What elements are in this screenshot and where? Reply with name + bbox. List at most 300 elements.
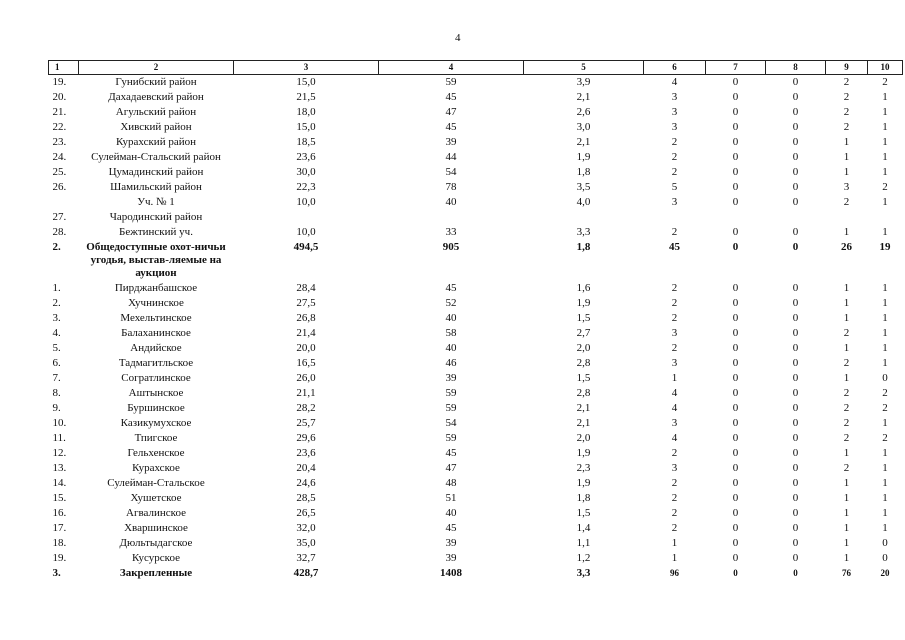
col4-cell: 45 [445,121,457,133]
col3-cell: 28,4 [296,282,316,294]
col6-cell: 4 [671,432,678,444]
table-row [49,210,903,225]
col7-cell: 0 [732,196,739,208]
row-name: Дахадаевский район [108,91,204,103]
col9-cell: 1 [843,372,850,384]
row-name: Бежтинский уч. [119,226,193,238]
col5-cell: 3,5 [576,181,591,193]
col9-cell: 1 [843,537,850,549]
col4-cell: 48 [445,477,457,489]
table-row [49,281,903,296]
row-name: Тадмагитльское [118,357,194,369]
row-number: 21. [52,106,67,118]
col6-cell: 3 [671,357,678,369]
col4-cell: 905 [442,241,460,253]
row-number: 27. [52,211,67,223]
header-cell: 10 [868,61,903,75]
table-row [49,416,903,431]
table-row [49,165,903,180]
col8-cell: 0 [792,241,799,253]
row-name: Сулейман-Стальское [107,477,205,489]
col6-cell: 2 [671,342,678,354]
col6-cell: 96 [670,568,679,578]
col10-cell: 1 [882,507,888,519]
col7-cell: 0 [732,492,739,504]
table-row [49,491,903,506]
col5-cell [524,210,644,225]
col5-cell: 3,3 [576,567,591,579]
col3-cell: 28,5 [296,492,316,504]
table-row [49,566,903,581]
table-row [49,105,903,120]
col10-cell: 1 [882,522,888,534]
table-header-row [49,61,903,75]
col10-cell: 2 [882,76,888,88]
col3-cell: 28,2 [296,402,316,414]
col7-cell: 0 [732,372,739,384]
col4-cell: 40 [445,507,457,519]
table-row [49,311,903,326]
col10-cell: 2 [882,402,888,414]
header-cell: 7 [706,61,766,75]
col7-cell: 0 [732,76,739,88]
col5-cell: 1,9 [576,477,591,489]
col3-cell: 26,5 [296,507,316,519]
row-number: 16. [52,507,67,519]
table-row [49,461,903,476]
col6-cell: 3 [671,462,678,474]
row-name: Общедоступные охот-ничьи угодья, выстав-ляемые на аукцион [86,241,226,279]
row-name: Гунибский район [115,76,197,88]
col8-cell: 0 [792,447,799,459]
row-name: Цумадинский район [108,166,204,178]
col3-cell: 20,0 [296,342,316,354]
col10-cell: 1 [882,91,888,103]
col3-cell: 27,5 [296,297,316,309]
col4-cell: 45 [445,522,457,534]
col7-cell: 0 [732,106,739,118]
col9-cell: 2 [843,327,850,339]
row-number: 11. [52,432,66,444]
col5-cell: 1,5 [576,507,591,519]
col4-cell: 1408 [440,567,462,579]
table-row [49,75,903,91]
col5-cell: 1,6 [576,282,591,294]
col3-cell: 18,5 [296,136,316,148]
col5-cell: 1,8 [576,241,591,253]
row-name: Казикумухское [120,417,192,429]
col10-cell: 2 [882,432,888,444]
row-number: 26. [52,181,67,193]
header-cell: 5 [524,61,644,75]
table-row [49,341,903,356]
row-number: 1. [52,282,61,294]
col3-cell: 428,7 [293,567,319,579]
col4-cell [379,210,524,225]
col7-cell: 0 [732,462,739,474]
col8-cell: 0 [792,166,799,178]
col10-cell: 1 [882,447,888,459]
table-row [49,356,903,371]
col8-cell: 0 [792,522,799,534]
col6-cell: 1 [671,537,678,549]
table-row [49,240,903,281]
col8-cell: 0 [792,282,799,294]
col6-cell: 3 [671,417,678,429]
table-row [49,476,903,491]
col5-cell: 3,0 [576,121,591,133]
col9-cell: 3 [843,181,850,193]
col3-cell: 23,6 [296,151,316,163]
col3-cell: 20,4 [296,462,316,474]
col9-cell: 2 [843,357,850,369]
col4-cell: 33 [445,226,457,238]
col7-cell: 0 [732,522,739,534]
row-number: 19. [52,552,67,564]
col10-cell: 19 [879,241,891,253]
col9-cell: 2 [843,196,850,208]
col9-cell: 2 [843,387,850,399]
col8-cell: 0 [792,91,799,103]
row-number: 10. [52,417,67,429]
col3-cell: 29,6 [296,432,316,444]
row-name: Шамильский район [110,181,202,193]
col6-cell: 4 [671,387,678,399]
col8-cell: 0 [792,387,799,399]
row-number: 5. [52,342,61,354]
row-name: Буршинское [127,402,185,414]
col10-cell: 1 [882,196,888,208]
table-row [49,180,903,195]
row-number: 12. [52,447,67,459]
col5-cell: 1,2 [576,552,591,564]
row-name: Тпигское [134,432,178,444]
col5-cell: 1,5 [576,372,591,384]
col7-cell: 0 [732,297,739,309]
col9-cell: 1 [843,477,850,489]
col8-cell: 0 [792,226,799,238]
col7-cell: 0 [732,432,739,444]
col7-cell: 0 [732,151,739,163]
row-number: 13. [52,462,67,474]
col9-cell: 1 [843,522,850,534]
col7-cell: 0 [732,417,739,429]
col5-cell: 1,1 [576,537,591,549]
table-row [49,195,903,210]
col8-cell: 0 [792,537,799,549]
col7-cell: 0 [732,121,739,133]
row-name: Хивский район [120,121,192,133]
col10-cell: 2 [882,387,888,399]
col7-cell: 0 [732,181,739,193]
row-name: Сулейман-Стальский район [91,151,221,163]
col6-cell: 4 [671,402,678,414]
col4-cell: 78 [445,181,457,193]
col5-cell: 4,0 [576,196,591,208]
col4-cell: 47 [445,462,457,474]
col10-cell: 1 [882,136,888,148]
col6-cell: 2 [671,166,678,178]
col6-cell: 2 [671,297,678,309]
col3-cell: 24,6 [296,477,316,489]
col9-cell: 2 [843,462,850,474]
col8-cell: 0 [792,76,799,88]
col9-cell: 2 [843,417,850,429]
row-name: Кусурское [132,552,180,564]
row-name: Пирджанбашское [114,282,198,294]
col10-cell [868,210,903,225]
col6-cell: 1 [671,372,678,384]
col7-cell: 0 [732,166,739,178]
col9-cell: 2 [843,106,850,118]
row-name: Андийское [130,342,182,354]
col9-cell: 1 [843,552,850,564]
col7-cell: 0 [733,568,738,578]
col6-cell: 4 [671,76,678,88]
header-cell: 8 [766,61,826,75]
table-row [49,90,903,105]
col6-cell: 2 [671,492,678,504]
col8-cell: 0 [792,151,799,163]
col8-cell: 0 [792,402,799,414]
col4-cell: 59 [445,432,457,444]
row-number: 22. [52,121,67,133]
col3-cell: 10,0 [296,226,316,238]
col8-cell: 0 [792,552,799,564]
table-row [49,551,903,566]
header-cell: 1 [49,61,79,75]
col5-cell: 2,1 [576,136,591,148]
table-row [49,506,903,521]
col3-cell: 35,0 [296,537,316,549]
col4-cell: 59 [445,387,457,399]
col3-cell: 16,5 [296,357,316,369]
col10-cell: 1 [882,492,888,504]
row-number: 4. [52,327,61,339]
col4-cell: 54 [445,166,457,178]
col8-cell [766,210,826,225]
col4-cell: 40 [445,342,457,354]
col3-cell: 25,7 [296,417,316,429]
col5-cell: 2,8 [576,387,591,399]
col5-cell: 2,0 [576,342,591,354]
col10-cell: 1 [882,357,888,369]
row-number: 20. [52,91,67,103]
col5-cell: 1,9 [576,447,591,459]
col7-cell: 0 [732,477,739,489]
row-number: 3. [52,312,61,324]
table-row [49,296,903,311]
col5-cell: 2,7 [576,327,591,339]
row-number [49,195,79,210]
col5-cell: 2,1 [576,417,591,429]
col9-cell: 1 [843,282,850,294]
row-number: 15. [52,492,67,504]
col4-cell: 59 [445,76,457,88]
col3-cell: 15,0 [296,76,316,88]
row-number: 18. [52,537,67,549]
col3-cell: 10,0 [296,196,316,208]
row-number: 17. [52,522,67,534]
col3-cell [234,210,379,225]
col7-cell: 0 [732,447,739,459]
col4-cell: 45 [445,91,457,103]
col3-cell: 23,6 [296,447,316,459]
col6-cell: 3 [671,327,678,339]
col7-cell: 0 [732,241,739,253]
col8-cell: 0 [792,342,799,354]
header-cell: 4 [379,61,524,75]
col4-cell: 45 [445,447,457,459]
row-name: Хваршинское [124,522,188,534]
col10-cell: 2 [882,181,888,193]
col10-cell: 1 [882,106,888,118]
col5-cell: 2,8 [576,357,591,369]
col10-cell: 0 [882,552,888,564]
col10-cell: 1 [882,226,888,238]
row-number: 25. [52,166,67,178]
col4-cell: 54 [445,417,457,429]
col3-cell: 494,5 [293,241,319,253]
col5-cell: 1,9 [576,151,591,163]
col9-cell: 76 [842,568,851,578]
col8-cell: 0 [792,196,799,208]
row-number: 24. [52,151,67,163]
table-row [49,326,903,341]
col6-cell: 2 [671,151,678,163]
table-row [49,536,903,551]
col6-cell: 2 [671,447,678,459]
col9-cell: 1 [843,342,850,354]
col8-cell: 0 [792,121,799,133]
row-name: Аштынское [128,387,184,399]
table-row [49,431,903,446]
row-name: Уч. № 1 [137,196,175,208]
table-row [49,135,903,150]
col10-cell: 1 [882,297,888,309]
col7-cell: 0 [732,357,739,369]
col5-cell: 3,3 [576,226,591,238]
col3-cell: 22,3 [296,181,316,193]
table-row [49,225,903,240]
col4-cell: 39 [445,537,457,549]
col6-cell: 2 [671,136,678,148]
col4-cell: 52 [445,297,457,309]
col9-cell: 2 [843,121,850,133]
col5-cell: 1,9 [576,297,591,309]
col7-cell [706,210,766,225]
row-number: 28. [52,226,67,238]
col6-cell: 3 [671,91,678,103]
table-body [49,75,903,582]
col5-cell: 1,8 [576,492,591,504]
row-name: Курахский район [116,136,196,148]
col5-cell: 2,1 [576,91,591,103]
col9-cell [826,210,868,225]
col3-cell: 32,7 [296,552,316,564]
col7-cell: 0 [732,507,739,519]
col8-cell: 0 [792,492,799,504]
col3-cell: 30,0 [296,166,316,178]
header-cell: 3 [234,61,379,75]
header-cell: 9 [826,61,868,75]
col9-cell: 2 [843,402,850,414]
col6-cell: 2 [671,507,678,519]
col7-cell: 0 [732,136,739,148]
col6-cell: 2 [671,226,678,238]
col10-cell: 1 [882,342,888,354]
col9-cell: 2 [843,76,850,88]
col8-cell: 0 [792,106,799,118]
col6-cell: 3 [671,106,678,118]
col8-cell: 0 [792,417,799,429]
col4-cell: 46 [445,357,457,369]
row-number: 23. [52,136,67,148]
col7-cell: 0 [732,402,739,414]
col6-cell: 2 [671,312,678,324]
col5-cell: 1,4 [576,522,591,534]
col6-cell: 5 [671,181,678,193]
col9-cell: 1 [843,166,850,178]
col5-cell: 2,1 [576,402,591,414]
col7-cell: 0 [732,342,739,354]
col4-cell: 39 [445,372,457,384]
col6-cell: 2 [671,522,678,534]
page-number: 4 [455,32,461,44]
row-name: Курахское [132,462,180,474]
col8-cell: 0 [792,357,799,369]
col5-cell: 3,9 [576,76,591,88]
col9-cell: 1 [843,447,850,459]
col5-cell: 2,3 [576,462,591,474]
col9-cell: 1 [843,136,850,148]
table-row [49,401,903,416]
col9-cell: 1 [843,492,850,504]
col3-cell: 21,5 [296,91,316,103]
col3-cell: 18,0 [296,106,316,118]
row-number: 8. [52,387,61,399]
col5-cell: 1,8 [576,166,591,178]
col7-cell: 0 [732,312,739,324]
col7-cell: 0 [732,552,739,564]
col9-cell: 1 [843,297,850,309]
col6-cell: 1 [671,552,678,564]
col10-cell: 1 [882,282,888,294]
col4-cell: 59 [445,402,457,414]
col8-cell: 0 [792,136,799,148]
col10-cell: 1 [882,477,888,489]
col3-cell: 26,0 [296,372,316,384]
row-name: Закрепленные [119,567,193,579]
row-number: 19. [52,76,67,88]
col5-cell: 1,5 [576,312,591,324]
col3-cell: 32,0 [296,522,316,534]
table-row [49,371,903,386]
table-row [49,446,903,461]
col4-cell: 40 [445,196,457,208]
col8-cell: 0 [792,507,799,519]
col10-cell: 1 [882,417,888,429]
col7-cell: 0 [732,537,739,549]
row-number: 7. [52,372,61,384]
col7-cell: 0 [732,282,739,294]
col6-cell: 2 [671,282,678,294]
col10-cell: 0 [882,372,888,384]
col7-cell: 0 [732,91,739,103]
row-name: Балаханинское [121,327,191,339]
col9-cell: 1 [843,226,850,238]
col7-cell: 0 [732,327,739,339]
